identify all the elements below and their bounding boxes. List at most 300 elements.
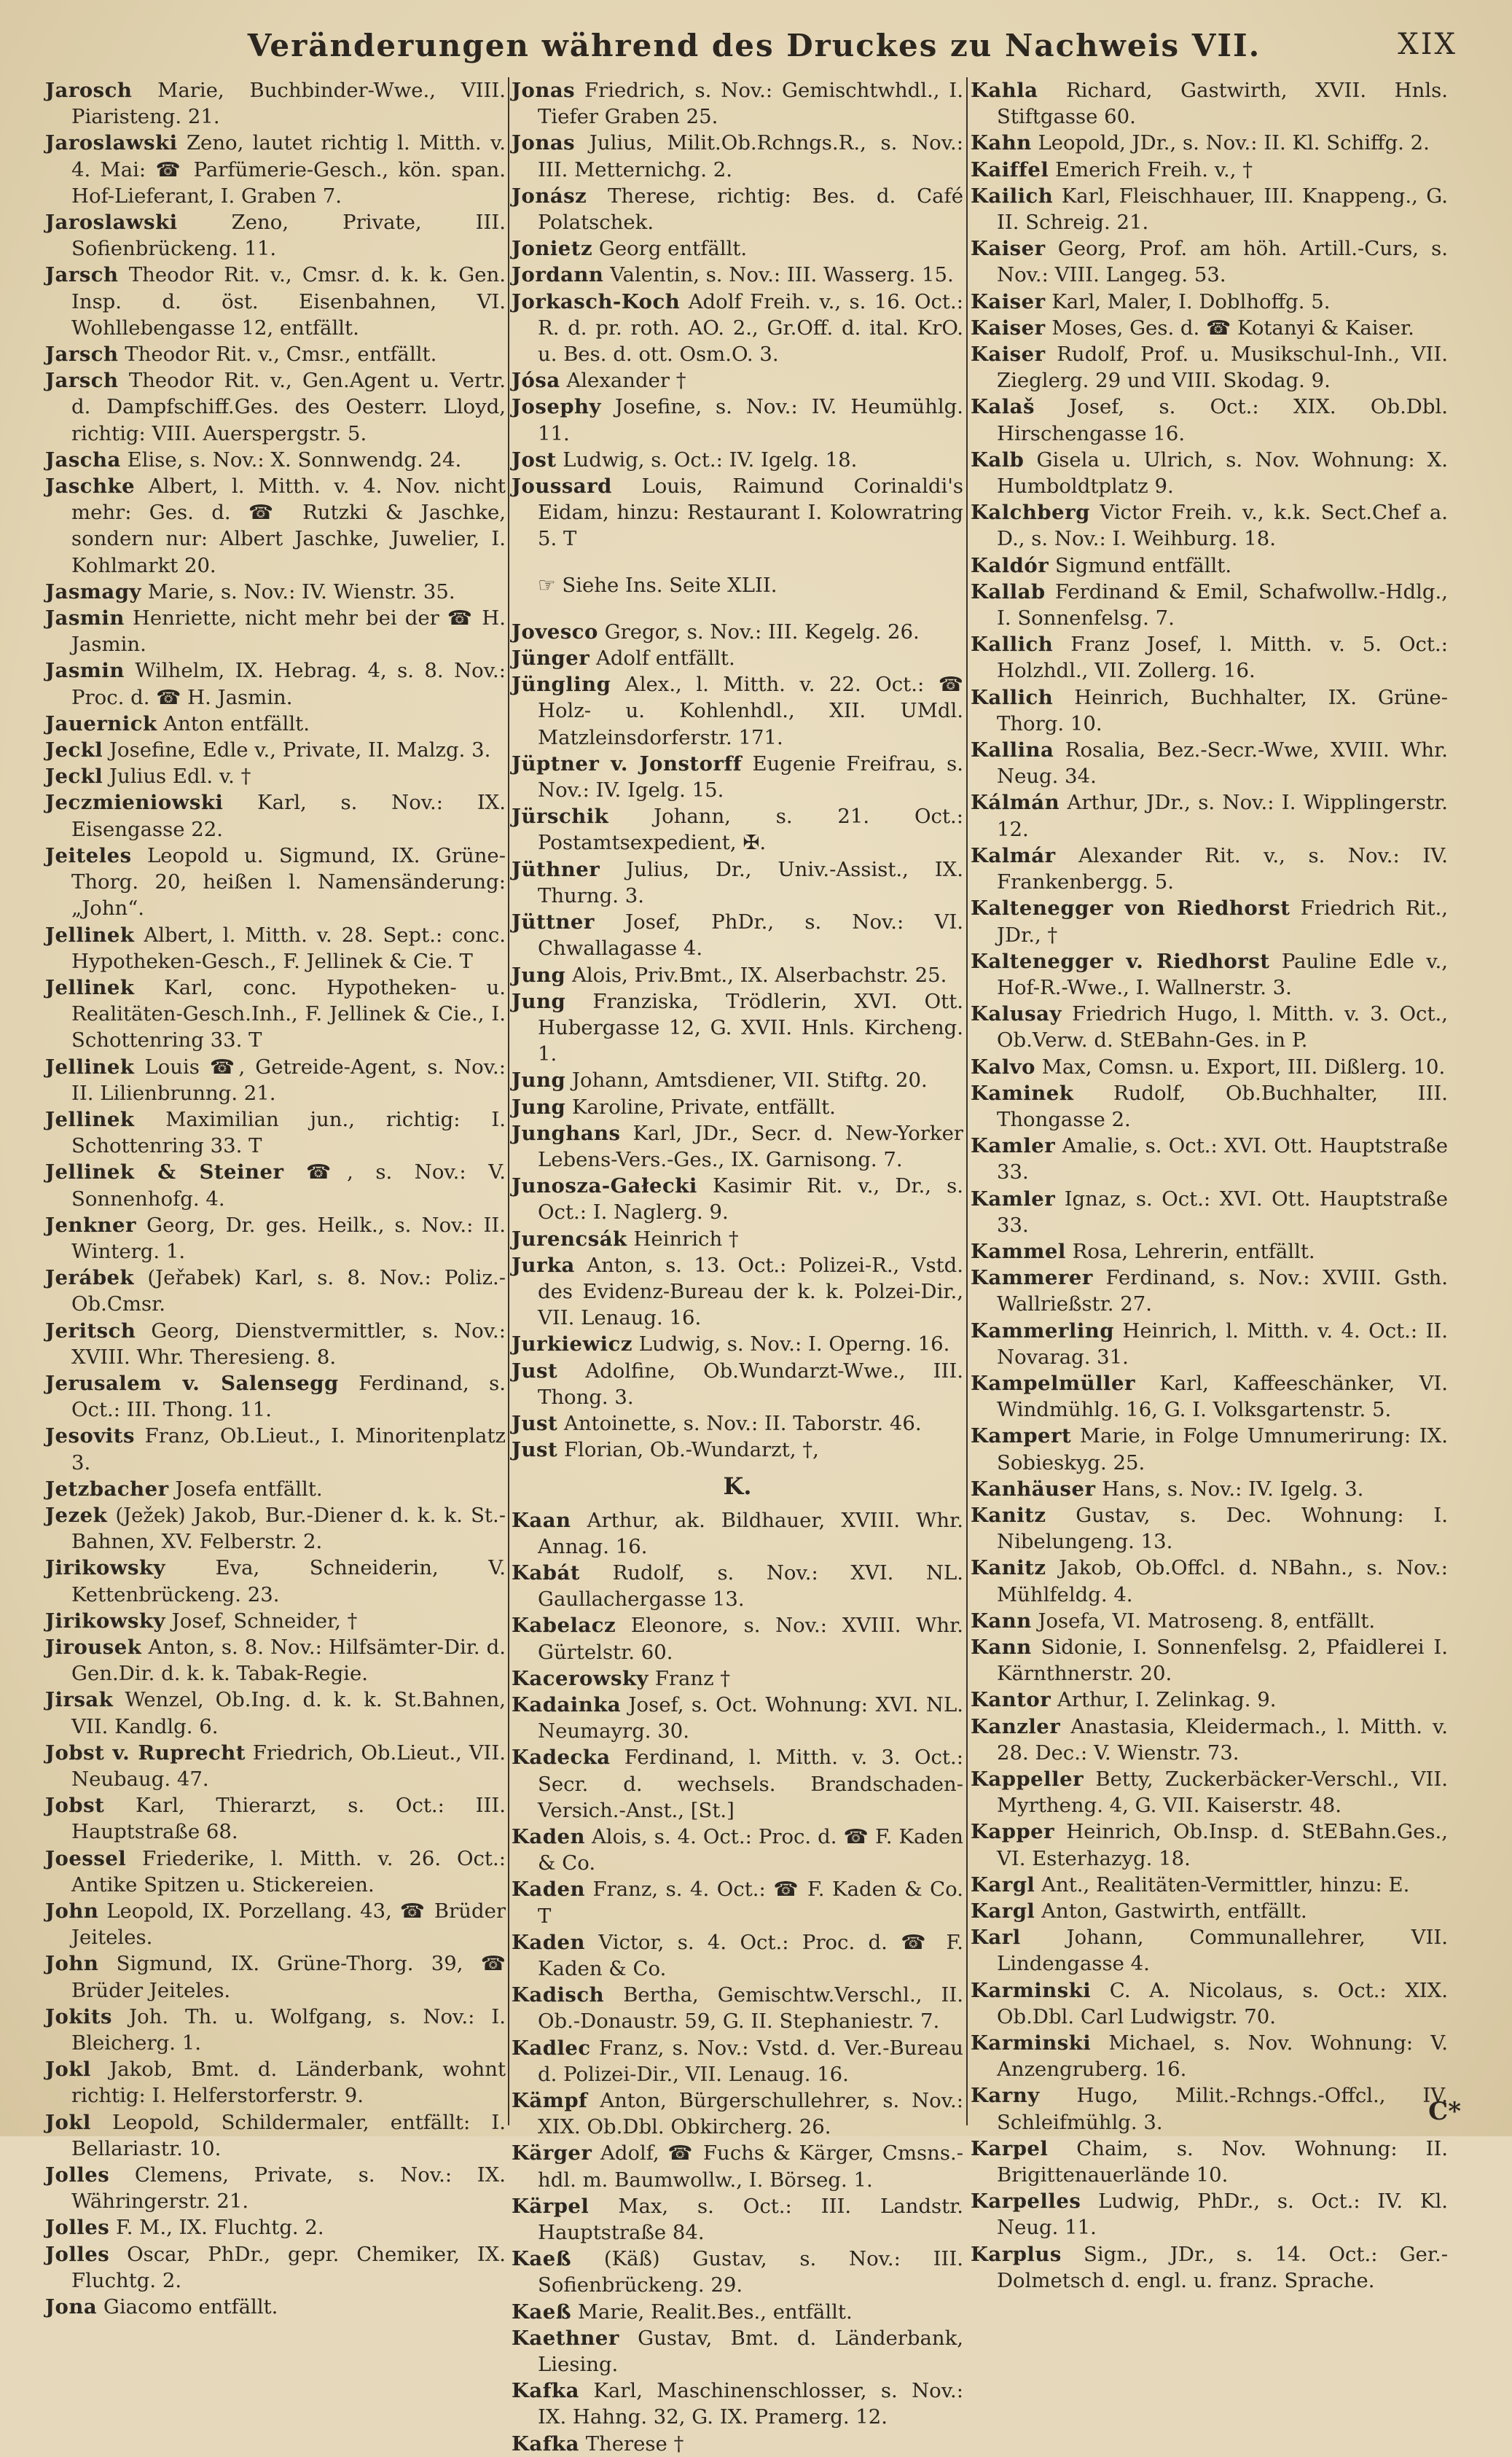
directory-entry: [971, 1634, 1448, 1687]
entry-details: Johann, s. 21. Oct.: Postamtsexpedient, ✠.: [538, 805, 963, 855]
entry-details: ☎, s. Nov.: V. Sonnenhofg. 4.: [71, 1160, 506, 1211]
entry-name: Kadecka: [512, 1746, 611, 1770]
entry-details: Anton, s. 8. Nov.: Hilfsämter-Dir. d. Gen.Dir. d. k. k. Tabak-Regie.: [71, 1635, 506, 1686]
entry-name: Kalmár: [971, 843, 1056, 867]
entry-details: Franz, Ob.Lieut., I. Minoritenplatz 3.: [71, 1424, 506, 1474]
directory-entry: [45, 1370, 506, 1423]
directory-entry: [512, 619, 963, 645]
directory-entry: [971, 2030, 1448, 2082]
entry-name: Jauernick: [45, 711, 157, 735]
entry-details: Marie, Realit.Bes., entfällt.: [577, 2300, 853, 2324]
directory-entry: [512, 1692, 963, 1744]
entry-name: Kaiser: [971, 316, 1046, 340]
entry-name: Jascha: [45, 448, 121, 472]
directory-entry: [512, 1437, 963, 1463]
entry-details: Josefa, VI. Matroseng. 8, entfällt.: [1038, 1609, 1376, 1633]
entry-name: Kammel: [971, 1239, 1066, 1263]
directory-entry: [512, 2431, 963, 2457]
entry-name: Jung: [512, 1095, 566, 1119]
entry-details: Josef, PhDr., s. Nov.: VI. Chwallagasse 4.: [538, 910, 963, 961]
entry-details: Joh. Th. u. Wolfgang, s. Nov.: I. Bleicherg. 1.: [71, 2004, 506, 2055]
entry-details: Josefine, s. Nov.: IV. Heumühlg. 11.: [538, 395, 963, 445]
entry-details: Sidonie, I. Sonnenfelsg. 2, Pfaidlerei I. Kärnthnerstr. 20.: [997, 1635, 1448, 1686]
entry-name: Jarsch: [45, 343, 119, 367]
entry-details: Bertha, Gemischtw.Verschl., II. Ob.-Donaustr. 59, G. II. Stephaniestr. 7.: [538, 1983, 963, 2034]
directory-entry: [971, 235, 1448, 288]
directory-entry: [45, 1687, 506, 1739]
entry-name: John: [45, 1952, 99, 1976]
directory-entry: [45, 1265, 506, 1317]
entry-details: Friederike, l. Mitth. v. 26. Oct.: Antike Spitzen u. Stickereien.: [71, 1846, 506, 1897]
entry-name: Jerábek: [45, 1266, 135, 1290]
directory-entry: [45, 1845, 506, 1898]
entry-details: Zeno, Private, III. Sofienbrückeng. 11.: [71, 211, 506, 261]
entry-details: Ludwig, PhDr., s. Oct.: IV. Kl. Neug. 11.: [997, 2190, 1448, 2240]
entry-name: Kaiser: [971, 289, 1046, 313]
directory-entry: [971, 684, 1448, 737]
entry-details: Jakob, Bmt. d. Länderbank, wohnt richtig: I. Helferstorferstr. 9.: [71, 2058, 506, 2108]
entry-name: Kaeß: [512, 2247, 572, 2271]
directory-entry: [512, 2140, 963, 2192]
entry-name: Jirousek: [45, 1635, 142, 1659]
entry-name: Kadlec: [512, 2036, 591, 2060]
entry-name: Jovesco: [512, 620, 598, 644]
entry-name: Kallich: [971, 633, 1054, 657]
directory-entry: [971, 1423, 1448, 1475]
entry-details: Anton, Gastwirth, entfällt.: [1041, 1899, 1307, 1923]
entry-name: Jokl: [45, 2058, 91, 2082]
directory-entry: [45, 974, 506, 1054]
entry-details: Amalie, s. Oct.: XVI. Ott. Hauptstraße 33.: [997, 1134, 1448, 1184]
entry-name: Jasmin: [45, 659, 125, 683]
directory-entry: [45, 367, 506, 447]
entry-name: Jerusalem v. Salensegg: [45, 1371, 339, 1395]
entry-name: Kamler: [971, 1134, 1056, 1158]
directory-entry: [45, 1950, 506, 2003]
entry-details: Josefine, Edle v., Private, II. Malzg. 3.: [109, 738, 491, 762]
entry-details: Hans, s. Nov.: IV. Igelg. 3.: [1102, 1477, 1364, 1501]
directory-entry: [971, 1766, 1448, 1819]
directory-entry: [512, 2325, 963, 2378]
directory-entry: [45, 1054, 506, 1106]
entry-name: Kanzler: [971, 1714, 1061, 1738]
entry-details: Elise, s. Nov.: X. Sonnwendg. 24.: [127, 448, 462, 472]
entry-details: Hugo, Milit.-Rchngs.-Offcl., IV. Schleifmühlg. 3.: [997, 2084, 1448, 2134]
entry-details: Eleonore, s. Nov.: XVIII. Whr. Gürtelstr. 60.: [538, 1614, 963, 1664]
directory-column-2: [512, 77, 963, 2457]
entry-details: Leopold u. Sigmund, IX. Grüne-Thorg. 20, heißen l. Namensänderung: „John“.: [71, 843, 506, 921]
entry-details: Alois, s. 4. Oct.: Proc. d. ☎ F. Kaden & Co.: [538, 1825, 963, 1875]
entry-details: Gustav, s. Dec. Wohnung: I. Nibelungeng. 13.: [997, 1503, 1448, 1554]
directory-entry: [45, 473, 506, 579]
directory-entry: [971, 1476, 1448, 1502]
entry-name: Jósa: [512, 369, 560, 393]
entry-details: Rudolf, Ob.Buchhalter, III. Thongasse 2.: [997, 1081, 1448, 1131]
entry-name: Kaltenegger v. Riedhorst: [971, 949, 1270, 973]
entry-name: Junghans: [512, 1121, 621, 1145]
directory-entry: [45, 262, 506, 341]
entry-name: Kanitz: [971, 1503, 1046, 1527]
entry-name: Kacerowsky: [512, 1666, 649, 1690]
directory-entry: [512, 856, 963, 909]
directory-entry: [512, 2087, 963, 2140]
entry-details: Georg entfällt.: [598, 237, 748, 261]
entry-name: Kafka: [512, 2431, 579, 2456]
entry-details: Therese, richtig: Bes. d. Café Polatschek.: [538, 184, 963, 235]
directory-entry: [971, 447, 1448, 499]
entry-details: Leopold, Schildermaler, entfällt: I. Bellariastr. 10.: [71, 2110, 506, 2160]
entry-name: Kaldór: [971, 553, 1049, 577]
entry-details: Friedrich Hugo, l. Mitth. v. 3. Oct., Ob.Verw. d. StEBahn-Ges. in P.: [997, 1002, 1448, 1052]
entry-name: Kaltenegger von Riedhorst: [971, 897, 1290, 921]
directory-entry: [45, 922, 506, 974]
entry-name: Kanhäuser: [971, 1477, 1096, 1501]
entry-name: Kadainka: [512, 1692, 622, 1716]
entry-name: Jeczmieniowski: [45, 791, 224, 815]
entry-name: Kahn: [971, 131, 1032, 155]
entry-details: Valentin, s. Nov.: III. Wasserg. 15.: [610, 263, 954, 287]
directory-entry: [512, 2035, 963, 2087]
entry-name: Jüttner: [512, 910, 595, 934]
entry-details: Arthur, I. Zelinkag. 9.: [1057, 1688, 1277, 1712]
cross-reference-note: ☞ Siehe Ins. Seite XLII.: [538, 574, 777, 598]
entry-details: Karoline, Private, entfällt.: [571, 1095, 836, 1119]
entry-details: Ludwig, s. Oct.: IV. Igelg. 18.: [563, 448, 858, 472]
entry-details: Albert, l. Mitth. v. 28. Sept.: conc. Hypotheken-Gesch., F. Jellinek & Cie. T: [71, 923, 506, 973]
directory-entry: [45, 2056, 506, 2109]
entry-name: Kallina: [971, 738, 1054, 762]
entry-name: Jeckl: [45, 765, 103, 789]
entry-name: Jasmin: [45, 606, 125, 630]
entry-name: Kämpf: [512, 2089, 588, 2113]
signature-mark: C*: [1428, 2097, 1461, 2126]
entry-name: Jobst: [45, 1794, 105, 1818]
directory-entry: [512, 130, 963, 182]
entry-name: Jung: [512, 963, 566, 987]
directory-entry: [971, 1819, 1448, 1871]
entry-name: Kampelmüller: [971, 1371, 1135, 1395]
entry-details: Zeno, lautet richtig l. Mitth. v. 4. Mai: ☎ Parfümerie-Gesch., kön. span. Hof-Lieferant, I. Graben 7.: [71, 131, 506, 208]
directory-entry: [971, 1186, 1448, 1238]
entry-name: Jellinek: [45, 1107, 135, 1131]
entry-details: Karl, Kaffeeschänker, VI. Windmühlg. 16, G. I. Volksgartenstr. 5.: [997, 1371, 1448, 1422]
entry-details: Rosalia, Bez.-Secr.-Wwe, XVIII. Whr. Neug. 34.: [997, 738, 1449, 789]
section-heading: K.: [723, 1472, 752, 1501]
entry-details: Moses, Ges. d. ☎ Kotanyi & Kaiser.: [1051, 316, 1414, 340]
entry-name: Kaan: [512, 1508, 571, 1532]
entry-name: Kalchberg: [971, 501, 1090, 525]
directory-entry: [45, 2214, 506, 2241]
entry-details: Friedrich, s. Nov.: Gemischtwhdl., I. Tiefer Graben 25.: [538, 79, 963, 129]
entry-details: Giacomo entfällt.: [103, 2295, 278, 2319]
directory-entry: [512, 262, 963, 288]
entry-name: Karl: [971, 1926, 1021, 1950]
entry-name: Jaschke: [45, 474, 136, 499]
entry-details: Anastasia, Kleidermach., l. Mitth. v. 28. Dec.: V. Wienstr. 73.: [997, 1714, 1448, 1765]
directory-entry: [45, 341, 506, 367]
directory-entry: [45, 1212, 506, 1265]
entry-details: Heinrich, Ob.Insp. d. StEBahn.Ges., VI. Esterhazyg. 18.: [997, 1820, 1448, 1870]
entry-details: Sigmund, IX. Grüne-Thorg. 39, ☎ Brüder Jeiteles.: [71, 1952, 506, 2002]
directory-entry: [512, 1612, 963, 1665]
entry-details: Jakob, Ob.Offcl. d. NBahn., s. Nov.: Mühlfeldg. 4.: [997, 1556, 1448, 1606]
directory-entry: [512, 1929, 963, 1982]
entry-details: Georg, Dienstvermittler, s. Nov.: XVIII. Whr. Theresieng. 8.: [71, 1319, 506, 1369]
entry-name: Jost: [512, 448, 557, 472]
directory-entry: [971, 157, 1448, 183]
directory-entry: [971, 895, 1448, 948]
entry-details: Gregor, s. Nov.: III. Kegelg. 26.: [604, 620, 920, 644]
entry-name: Kabát: [512, 1560, 580, 1585]
entry-name: Jokl: [45, 2110, 91, 2134]
entry-name: Jarosch: [45, 79, 133, 102]
entry-name: Kann: [971, 1609, 1032, 1633]
directory-entry: [971, 2082, 1448, 2135]
entry-name: Junosza-Gałecki: [512, 1174, 697, 1198]
entry-name: Jorkasch-Koch: [512, 289, 681, 313]
entry-name: Jolles: [45, 2242, 110, 2266]
directory-entry: [45, 605, 506, 657]
entry-details: Karl, Fleischhauer, III. Knappeng., G. II. Schreig. 21.: [997, 184, 1448, 235]
entry-details: C. A. Nicolaus, s. Oct.: XIX. Ob.Dbl. Carl Ludwigstr. 70.: [997, 1978, 1448, 2028]
directory-entry: [971, 2241, 1448, 2294]
entry-name: Kallab: [971, 579, 1046, 603]
directory-entry: [512, 988, 963, 1068]
directory-entry: [512, 1876, 963, 1929]
entry-name: Jellinek: [45, 923, 135, 947]
entry-details: Rudolf, s. Nov.: XVI. NL. Gaullachergasse 13.: [538, 1560, 963, 1612]
directory-entry: [971, 1370, 1448, 1423]
entry-name: Kaminek: [971, 1081, 1074, 1105]
directory-entry: [512, 1120, 963, 1173]
directory-entry: [45, 209, 506, 262]
directory-entry: [971, 1238, 1448, 1265]
entry-details: Therese †: [585, 2431, 684, 2456]
entry-details: Marie, Buchbinder-Wwe., VIII. Piaristeng. 21.: [71, 79, 506, 129]
directory-entry: [971, 1318, 1448, 1370]
directory-entry: [512, 1226, 963, 1252]
entry-name: Karplus: [971, 2242, 1062, 2266]
entry-name: Jünger: [512, 647, 590, 671]
entry-name: Kammerling: [971, 1319, 1115, 1343]
entry-name: Kammerer: [971, 1266, 1093, 1290]
entry-details: Franz †: [654, 1666, 731, 1690]
directory-entry: [971, 315, 1448, 341]
directory-entry: [512, 183, 963, 235]
entry-name: Kamler: [971, 1187, 1056, 1211]
entry-name: Kargl: [971, 1899, 1035, 1923]
entry-name: Kabelacz: [512, 1614, 616, 1638]
directory-entry: [512, 803, 963, 856]
entry-name: Jirikowsky: [45, 1609, 165, 1633]
entry-name: Jeiteles: [45, 843, 132, 867]
directory-entry: [45, 2109, 506, 2162]
entry-details: Franz, s. Nov.: Vstd. d. Ver.-Bureau d. Polizei-Dir., VII. Lenaug. 16.: [538, 2036, 963, 2086]
entry-name: Jung: [512, 989, 566, 1013]
directory-entry: [512, 1560, 963, 1612]
entry-details: Theodor Rit. v., Cmsr., entfällt.: [125, 343, 437, 367]
entry-details: Josef, Schneider, †: [171, 1609, 358, 1633]
entry-details: Karl, s. Nov.: IX. Eisengasse 22.: [71, 791, 506, 841]
entry-details: Heinrich †: [633, 1227, 739, 1251]
directory-entry: [971, 499, 1448, 552]
directory-entry: [971, 394, 1448, 446]
entry-name: Just: [512, 1359, 558, 1383]
entry-name: Kantor: [971, 1688, 1051, 1712]
entry-name: Jeritsch: [45, 1319, 136, 1343]
entry-details: Karl, Thierarzt, s. Oct.: III. Hauptstraße 68.: [71, 1794, 506, 1844]
column-divider: [508, 77, 509, 2125]
directory-entry: [45, 711, 506, 737]
directory-entry: [45, 1423, 506, 1475]
entry-name: Kaethner: [512, 2326, 619, 2350]
entry-name: Kaden: [512, 1878, 585, 1902]
entry-details: Leopold, JDr., s. Nov.: II. Kl. Schiffg. 2.: [1038, 131, 1430, 155]
entry-name: Karminski: [971, 1978, 1092, 2002]
entry-name: Jolles: [45, 2216, 110, 2240]
directory-entry: [512, 962, 963, 988]
directory-entry: [512, 394, 963, 446]
entry-name: Kapper: [971, 1820, 1055, 1844]
entry-name: Jaroslawski: [45, 211, 178, 235]
directory-entry: [971, 1872, 1448, 1898]
entry-name: Kärpel: [512, 2194, 589, 2218]
entry-details: Gustav, Bmt. d. Länderbank, Liesing.: [538, 2326, 963, 2377]
entry-details: Anton, Bürgerschullehrer, s. Nov.: XIX. Ob.Dbl. Obkircherg. 26.: [538, 2089, 963, 2139]
directory-entry: [512, 2378, 963, 2430]
directory-entry: [45, 657, 506, 710]
entry-name: Jasmagy: [45, 579, 141, 603]
entry-details: F. M., IX. Fluchtg. 2.: [115, 2216, 324, 2240]
entry-details: Josef, s. Oct.: XIX. Ob.Dbl. Hirschengasse 16.: [997, 395, 1448, 445]
directory-entry: [512, 367, 963, 394]
directory-entry: [971, 1001, 1448, 1053]
entry-details: Arthur, ak. Bildhauer, XVIII. Whr. Annag. 16.: [538, 1508, 963, 1558]
entry-name: Kalusay: [971, 1002, 1062, 1026]
entry-details: Julius, Dr., Univ.-Assist., IX. Thurng. 3.: [538, 857, 963, 907]
entry-details: Franziska, Trödlerin, XVI. Ott. Hubergasse 12, G. XVII. Hnls. Kircheng. 1.: [538, 989, 963, 1066]
entry-details: Victor Freih. v., k.k. Sect.Chef a. D., s. Nov.: I. Weihburg. 18.: [997, 501, 1448, 551]
entry-details: Richard, Gastwirth, XVII. Hnls. Stiftgasse 60.: [997, 79, 1448, 129]
entry-name: Jenkner: [45, 1213, 137, 1237]
entry-name: Jüptner v. Jonstorff: [512, 751, 743, 776]
directory-entry: [971, 289, 1448, 315]
entry-details: Wilhelm, IX. Hebrag. 4, s. 8. Nov.: Proc. d. ☎ H. Jasmin.: [71, 659, 506, 709]
entry-details: Antoinette, s. Nov.: II. Taborstr. 46.: [563, 1411, 922, 1435]
entry-name: Karny: [971, 2084, 1040, 2108]
entry-details: Rosa, Lehrerin, entfällt.: [1072, 1239, 1315, 1263]
entry-name: Kärger: [512, 2141, 592, 2165]
entry-details: Heinrich, l. Mitth. v. 4. Oct.: II. Novarag. 31.: [997, 1319, 1449, 1369]
directory-entry: [512, 1744, 963, 1824]
entry-name: Just: [512, 1438, 558, 1462]
directory-entry: [512, 2193, 963, 2246]
directory-entry: [45, 2162, 506, 2214]
entry-name: John: [45, 1899, 99, 1923]
directory-entry: [512, 671, 963, 751]
entry-details: Adolf Freih. v., s. 16. Oct.: R. d. pr. roth. AO. 2., Gr.Off. d. ital. KrO. u. Bes. d. ott. Osm.O. 3.: [538, 289, 963, 367]
directory-entry: [512, 1410, 963, 1437]
entry-details: Ferdinand, l. Mitth. v. 3. Oct.: Secr. d. wechsels. Brandschaden-Versich.-Anst., [St.]: [538, 1746, 963, 1822]
directory-entry: [512, 447, 963, 473]
entry-details: Marie, s. Nov.: IV. Wienstr. 35.: [147, 579, 455, 603]
entry-name: Kalvo: [971, 1055, 1035, 1079]
entry-details: Maximilian jun., richtig: I. Schottenring 33. T: [71, 1107, 506, 1158]
entry-details: Theodor Rit. v., Gen.Agent u. Vertr. d. Dampfschiff.Ges. des Oesterr. Lloyd, richtig: VIII. Auerspergstr. 5.: [71, 369, 506, 445]
directory-entry: [512, 1824, 963, 1876]
entry-details: Ignaz, s. Oct.: XVI. Ott. Hauptstraße 33.: [997, 1187, 1449, 1237]
directory-entry: [45, 130, 506, 209]
directory-entry: [45, 1476, 506, 1502]
directory-entry: [512, 1665, 963, 1692]
entry-details: Emerich Freih. v., †: [1055, 157, 1253, 181]
entry-name: Kalaš: [971, 395, 1035, 419]
entry-name: Jurka: [512, 1253, 575, 1277]
page-number: XIX: [1398, 28, 1457, 61]
entry-details: Georg, Prof. am höh. Artill.-Curs, s. Nov.: VIII. Langeg. 53.: [997, 237, 1448, 287]
entry-name: Kappeller: [971, 1767, 1084, 1791]
entry-name: Kailich: [971, 184, 1054, 208]
entry-name: Jona: [45, 2295, 98, 2319]
entry-details: Henriette, nicht mehr bei der ☎ H. Jasmin.: [71, 606, 506, 657]
entry-name: Jüngling: [512, 673, 611, 697]
entry-name: Karpel: [971, 2136, 1049, 2160]
entry-name: Kaeß: [512, 2300, 572, 2324]
directory-entry: [971, 737, 1448, 789]
entry-name: Jordann: [512, 263, 604, 287]
directory-entry: [512, 1173, 963, 1225]
entry-details: Arthur, JDr., s. Nov.: I. Wipplingerstr. 12.: [997, 791, 1448, 841]
entry-name: Jüthner: [512, 857, 600, 881]
entry-name: Jeckl: [45, 738, 103, 762]
directory-entry: [45, 1898, 506, 1950]
directory-entry: [45, 1792, 506, 1845]
entry-details: Alexander †: [566, 369, 686, 393]
directory-entry: [45, 579, 506, 605]
entry-details: Oscar, PhDr., gepr. Chemiker, IX. Fluchtg. 2.: [71, 2242, 506, 2292]
entry-name: Jurencsák: [512, 1227, 627, 1251]
directory-entry: [971, 1714, 1448, 1766]
directory-entry: [45, 1608, 506, 1634]
entry-details: Betty, Zuckerbäcker-Verschl., VII. Myrtheng. 4, G. VII. Kaiserstr. 48.: [997, 1767, 1448, 1818]
directory-entry: [512, 77, 963, 130]
directory-entry: [512, 1331, 963, 1357]
directory-entry: [45, 789, 506, 842]
entry-details: Karl, Maler, I. Doblhoffg. 5.: [1051, 289, 1331, 313]
entry-name: Jezek: [45, 1503, 108, 1527]
entry-name: Kallich: [971, 685, 1054, 709]
entry-name: Kaiser: [971, 237, 1046, 261]
entry-name: Kalb: [971, 448, 1025, 472]
entry-name: Kafka: [512, 2379, 579, 2403]
entry-name: Karminski: [971, 2031, 1092, 2055]
entry-details: Johann, Communallehrer, VII. Lindengasse 4.: [997, 1926, 1449, 1976]
entry-name: Jirsak: [45, 1688, 114, 1712]
directory-entry: [512, 1067, 963, 1093]
directory-entry: [971, 579, 1448, 631]
entry-name: Jokits: [45, 2004, 113, 2028]
directory-entry: [512, 645, 963, 671]
directory-entry: [45, 447, 506, 473]
entry-details: Eugenie Freifrau, s. Nov.: IV. Igelg. 15.: [538, 751, 963, 802]
entry-details: Karl, conc. Hypotheken- u. Realitäten-Gesch.Inh., F. Jellinek & Cie., I. Schottenring 33. T: [71, 975, 506, 1052]
entry-name: Kargl: [971, 1872, 1035, 1897]
entry-name: Kálmán: [971, 791, 1060, 815]
entry-name: Kaden: [512, 1930, 585, 1954]
directory-entry: [512, 1358, 963, 1410]
directory-entry: [971, 1265, 1448, 1317]
entry-name: Jolles: [45, 2163, 110, 2187]
